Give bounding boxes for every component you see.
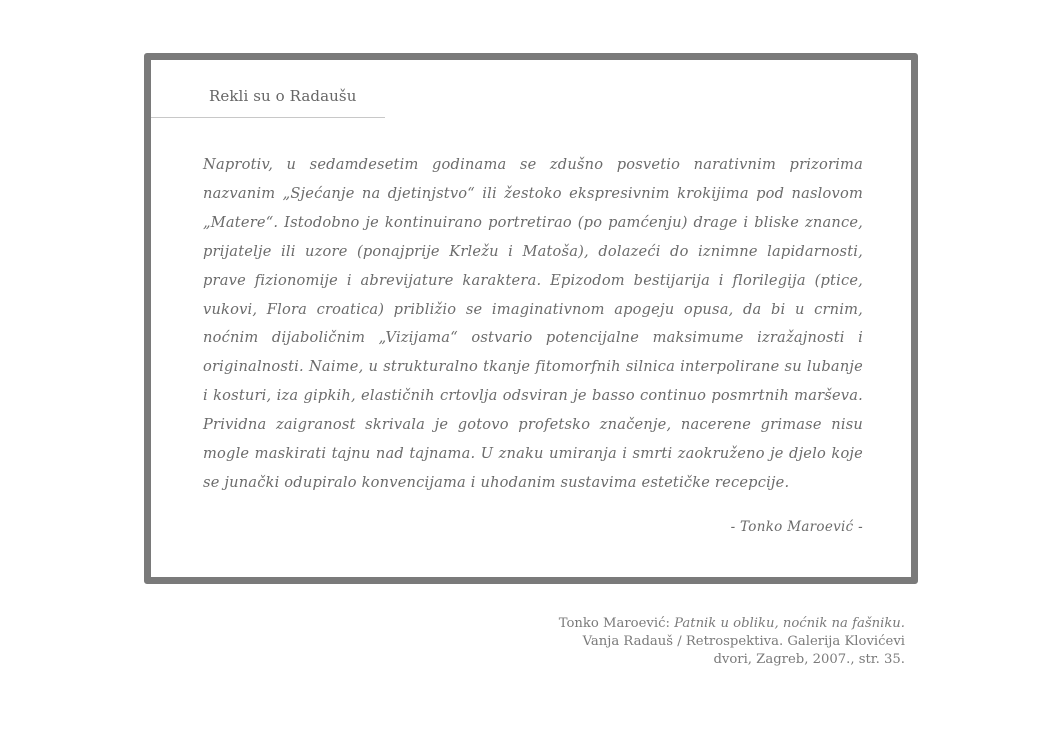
panel-heading: Rekli su o Radaušu xyxy=(209,87,357,105)
citation-line-3: dvori, Zagreb, 2007., str. 35. xyxy=(713,652,905,667)
quote-text: Naprotiv, u sedamdesetim godinama se zdušno posvetio narativnim prizorima nazvanim „Sjećanje na djetinjstvo“ ili žestoko ekspresivnim krokijima pod naslovom „Matere“. Istodobno je kontinuirano portretirao (po pamćenju) drage i bliske znance, prijatelje ili uzore (ponajprije Krležu i Matoša), dolazeći do iznimne lapidarnosti, prave fizionomije i abrevijature karaktera. Epizodom bestijarija i florilegija (ptice, vukovi, Flora croatica) približio se imaginativnom apogeju opusa, da bi u crnim, noćnim dijaboličnim „Vizijama“ ostvario potencijalne maksimume izražajnosti i originalnosti. Naime, u strukturalno tkanje fitomorfnih silnica interpolirane su lubanje i kosturi, iza gipkih, elastičnih crtovlja odsviran je basso continuo posmrtnih marševa. Prividna zaigranost skrivala je gotovo profetsko značenje, nacerene grimase nisu mogle maskirati tajnu nad tajnama. U znaku umiranja i smrti zaokruženo je djelo koje se junački odupiralo konvencijama i uhodanim sustavima estetičke recepcije. xyxy=(203,156,863,491)
quote-panel xyxy=(144,53,918,584)
citation-line-1 xyxy=(485,615,905,633)
heading-divider xyxy=(151,117,385,118)
citation-title: Patnik u obliku, noćnik na fašniku. xyxy=(674,616,905,631)
source-citation xyxy=(485,615,905,669)
citation-line-2: Vanja Radauš / Retrospektiva. Galerija Klovićevi xyxy=(582,634,905,649)
quote-attribution: - Tonko Maroević - xyxy=(730,519,863,535)
citation-author: Tonko Maroević: xyxy=(558,616,675,631)
